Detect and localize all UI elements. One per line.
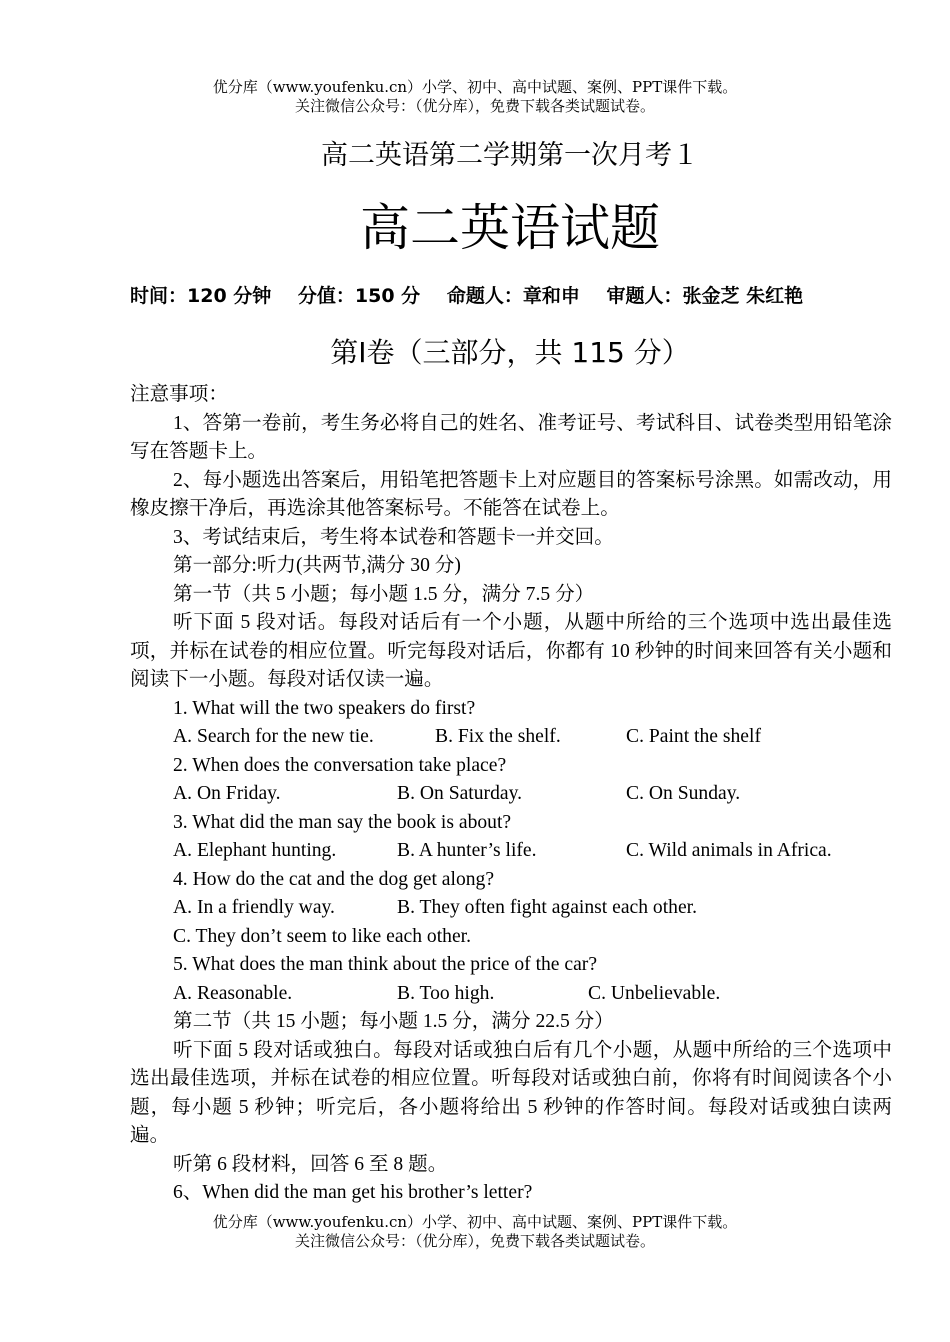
site-footer: [0, 1213, 950, 1251]
options-1: [130, 723, 892, 752]
option-b: B. On Saturday.: [397, 783, 522, 804]
part1-heading: 第一部分:听力(共两节,满分 30 分): [173, 555, 461, 576]
notice-heading: 注意事项：: [130, 384, 228, 405]
footer-line-2: 关注微信公众号：（优分库），免费下载各类试题试卷。: [294, 1232, 655, 1250]
exam-meta: [130, 282, 890, 310]
header-line-2: 关注微信公众号：（优分库），免费下载各类试题试卷。: [294, 97, 655, 115]
footer-line-1: 优分库（www.youfenku.cn）小学、初中、高中试题、案例、PPT课件下载。: [212, 1213, 738, 1231]
section1-heading: 第一节（共 5 小题；每小题 1.5 分，满分 7.5 分）: [173, 583, 595, 605]
option-b: B. Fix the shelf.: [435, 726, 561, 747]
option-c: C. Wild animals in Africa.: [626, 840, 832, 861]
exam-author: 命题人：章和申: [446, 285, 580, 307]
option-b: B. A hunter’s life.: [397, 840, 537, 861]
options-5: [130, 980, 892, 1009]
options-2: [130, 780, 892, 809]
question-1: 1. What will the two speakers do first?: [173, 697, 476, 719]
exam-title: 高二英语第二学期第一次月考１: [321, 140, 699, 171]
question-3: 3. What did the man say the book is about?: [173, 811, 512, 833]
question-2: 2. When does the conversation take place?: [173, 754, 507, 776]
exam-time: 时间：120 分钟: [130, 285, 272, 307]
paper-title: 高二英语试题: [360, 199, 660, 257]
option-c: C. On Sunday.: [626, 783, 741, 804]
option-a: A. Search for the new tie.: [173, 726, 374, 747]
option-a: A. Elephant hunting.: [173, 840, 337, 861]
option-b: B. They often fight against each other.: [397, 897, 697, 918]
options-4: [130, 894, 892, 923]
section2-heading: 第二节（共 15 小题；每小题 1.5 分，满分 22.5 分）: [173, 1011, 614, 1032]
option-a: A. Reasonable.: [173, 982, 293, 1004]
option-c: C. They don’t seem to like each other.: [173, 925, 472, 947]
option-a: A. On Friday.: [173, 783, 281, 804]
option-c: C. Unbelievable.: [588, 982, 721, 1004]
exam-score: 分值：150 分: [297, 285, 421, 307]
question-5: 5. What does the man think about the price of the car?: [173, 954, 598, 975]
section1-instructions: 听下面 5 段对话。每段对话后有一个小题，从题中所给的三个选项中选出最佳选项，并标在试卷的相应位置。听完每段对话后，你都有 10 秒钟的时间来回答有关小题和阅读下一小题。每段对话仅读一遍。: [130, 612, 892, 690]
site-header: [0, 78, 950, 116]
volume-title: 第Ⅰ卷（三部分，共 115 分）: [330, 336, 690, 369]
notice-item: 2、每小题选出答案后，用铅笔把答题卡上对应题目的答案标号涂黑。如需改动，用橡皮擦干净后，再选涂其他答案标号。不能答在试卷上。: [130, 469, 892, 519]
option-c: C. Paint the shelf: [626, 726, 761, 747]
material-6-note: 听第 6 段材料，回答 6 至 8 题。: [173, 1153, 448, 1175]
notice-item: 3、考试结束后，考生将本试卷和答题卡一并交回。: [173, 526, 614, 548]
options-4-c: [130, 923, 892, 952]
question-4: 4. How do the cat and the dog get along?: [173, 868, 495, 890]
option-b: B. Too high.: [397, 982, 495, 1004]
exam-body: [130, 381, 892, 1208]
exam-reviewer: 审题人：张金芝 朱红艳: [606, 285, 804, 307]
notice-item: 1、答第一卷前，考生务必将自己的姓名、准考证号、考试科目、试卷类型用铅笔涂写在答题卡上。: [130, 412, 892, 462]
options-3: [130, 837, 892, 866]
question-6: 6、When did the man get his brother’s letter?: [173, 1182, 533, 1203]
option-a: A. In a friendly way.: [173, 897, 335, 918]
section2-instructions: 听下面 5 段对话或独白。每段对话或独白后有几个小题，从题中所给的三个选项中选出最佳选项，并标在试卷的相应位置。听每段对话或独白前，你将有时间阅读各个小题，每小题 5 秒钟；听完后，各小题将给出 5 秒钟的作答时间。每段对话或独白读两遍。: [130, 1039, 892, 1146]
header-line-1: 优分库（www.youfenku.cn）小学、初中、高中试题、案例、PPT课件下载。: [212, 78, 738, 96]
